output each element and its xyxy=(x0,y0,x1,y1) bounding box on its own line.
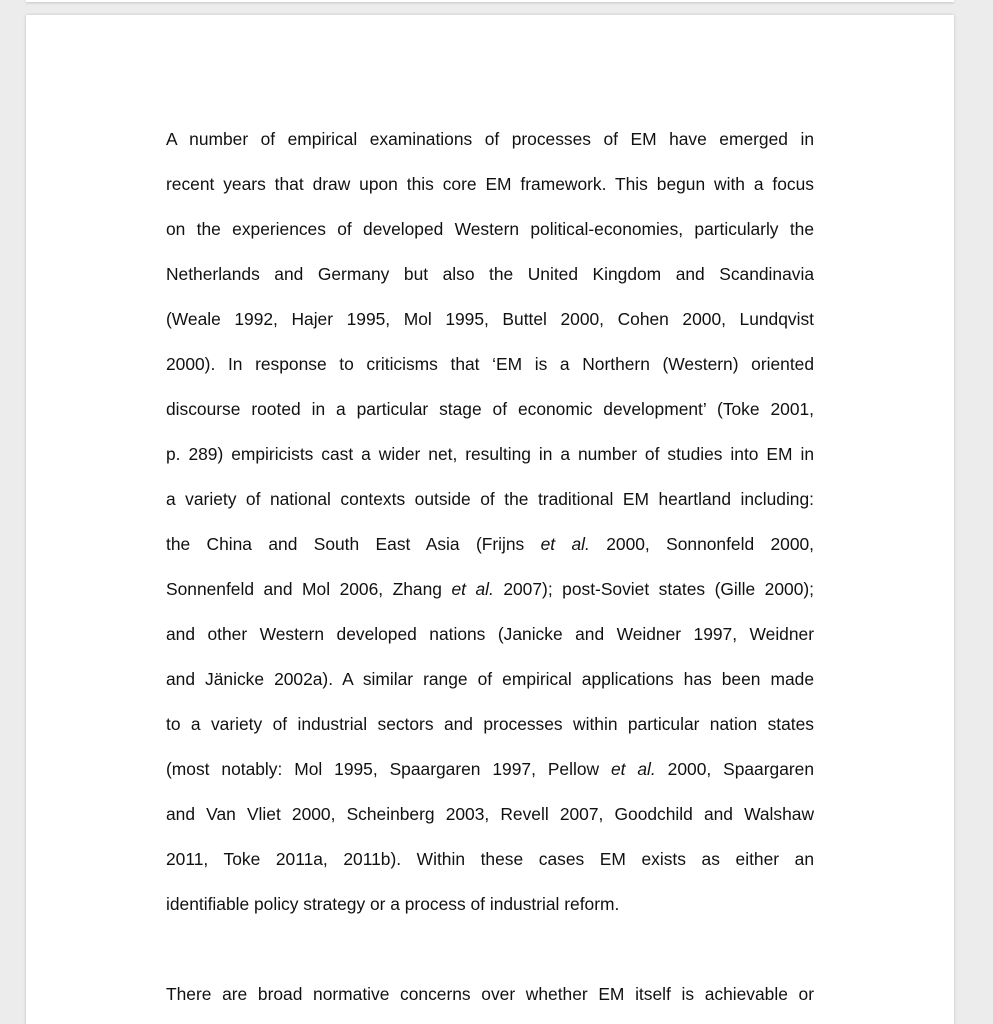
text-line: Netherlands and Germany but also the United Kingdom and Scandinavia xyxy=(166,264,814,284)
text-line: p. 289) empiricists cast a wider net, resulting in a number of studies into EM in xyxy=(166,444,814,464)
text-line: discourse rooted in a particular stage of economic development’ (Toke 2001, xyxy=(166,399,814,419)
italic-citation: et al. xyxy=(540,534,590,554)
text-line: 2000). In response to criticisms that ‘EM is a Northern (Western) oriented xyxy=(166,354,814,374)
paragraph-1 xyxy=(166,117,814,927)
text-line: There are broad normative concerns over whether EM itself is achievable or xyxy=(166,984,814,1004)
document-page xyxy=(26,15,954,1024)
text-line: 2011, Toke 2011a, 2011b). Within these cases EM exists as either an xyxy=(166,849,814,869)
text-line: (Weale 1992, Hajer 1995, Mol 1995, Buttel 2000, Cohen 2000, Lundqvist xyxy=(166,309,814,329)
italic-citation: et al. xyxy=(451,579,494,599)
text-line: (most notably: Mol 1995, Spaargaren 1997, Pellow et al. 2000, Spaargaren xyxy=(166,759,814,779)
text-line: and Van Vliet 2000, Scheinberg 2003, Revell 2007, Goodchild and Walshaw xyxy=(166,804,814,824)
text-line: A number of empirical examinations of processes of EM have emerged in xyxy=(166,129,814,149)
paragraph-2 xyxy=(166,972,814,1017)
text-line: Sonnenfeld and Mol 2006, Zhang et al. 2007); post-Soviet states (Gille 2000); xyxy=(166,579,814,599)
text-line: and Jänicke 2002a). A similar range of empirical applications has been made xyxy=(166,669,814,689)
text-line: identifiable policy strategy or a process of industrial reform. xyxy=(166,894,620,914)
previous-page-edge xyxy=(26,0,954,2)
text-line: and other Western developed nations (Janicke and Weidner 1997, Weidner xyxy=(166,624,814,644)
text-line: a variety of national contexts outside of the traditional EM heartland including: xyxy=(166,489,814,509)
text-line: on the experiences of developed Western political-economies, particularly the xyxy=(166,219,814,239)
text-line: to a variety of industrial sectors and processes within particular nation states xyxy=(166,714,814,734)
italic-citation: et al. xyxy=(610,759,656,779)
text-line: the China and South East Asia (Frijns et al. 2000, Sonnonfeld 2000, xyxy=(166,534,815,554)
text-line: recent years that draw upon this core EM framework. This begun with a focus xyxy=(166,174,814,194)
